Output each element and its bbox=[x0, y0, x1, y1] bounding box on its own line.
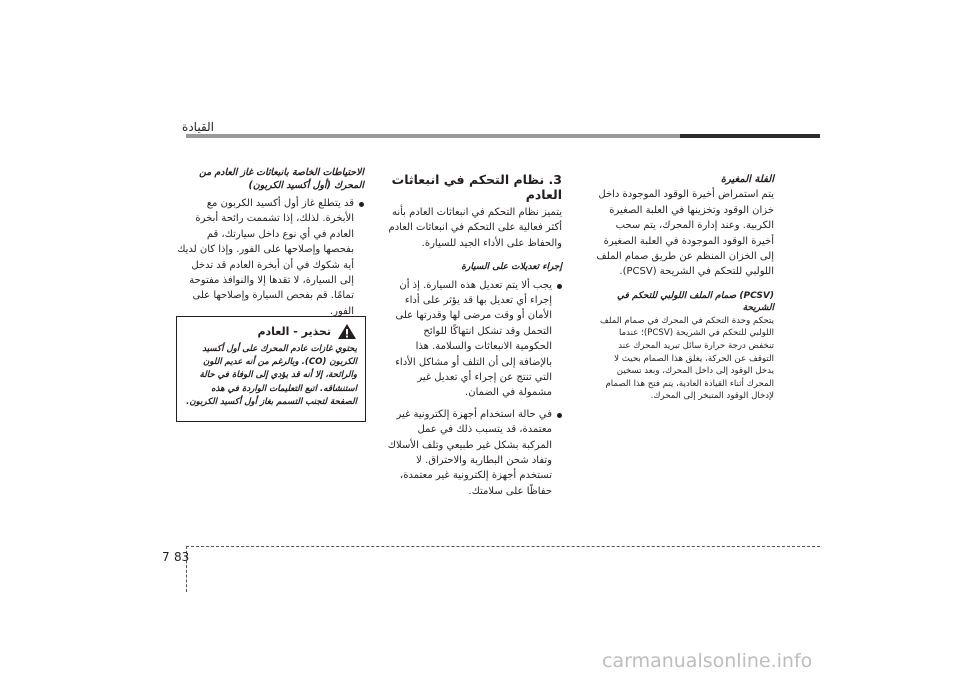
warning-triangle-icon bbox=[337, 323, 357, 340]
bullet-modification-2: في حالة استخدام أجهزة إلكترونية غير معتمدة، قد يتسبب ذلك في عمل المركبة بشكل غير طبيعي وتلف الأسلاك وتفاد شحن البطارية والاحتراق. لا تستخدم أجهزة إلكترونية غير معتمدة، حفاظًا على سلامتك. bbox=[386, 407, 562, 499]
heading-canister: الفلة المغيرة bbox=[720, 174, 774, 185]
bullet-exhaust: قد يتطلع غاز أول أكسيد الكربون مع الأبخرة. لذلك، إذا تشممت رائحة أبخرة العادم في أي نوع داخل سيارتك، قم بفحصها وإصلاحها على الفور. وإذا كان لديك أية شكوك في أن أبخرة العادم قد تدخل إلى السيارة، لا تقدها إلا والنوافذ مفتوحة تمامًا. قم بفحص السيارة وإصلاحها على الفور. bbox=[176, 196, 364, 319]
watermark: carmanualsonline.info bbox=[602, 650, 813, 672]
chapter-number: 7 bbox=[162, 550, 171, 564]
header-bar-accent bbox=[680, 134, 820, 138]
page-number: 83 bbox=[174, 550, 190, 564]
heading-modifications: إجراء تعديلات على السيارة bbox=[461, 262, 562, 273]
warning-box bbox=[176, 316, 366, 422]
warning-body: يحتوي غازات عادم المحرك على أول أكسيد الكربون (CO). وبالرغم من أنه عديم اللون والرائحة، إلا أنه قد يؤدي إلى الوفاة في حالة استنشاقه. اتبع التعليمات الواردة في هذه الصفحة لتجنب التسمم بغاز أول أكسيد الكربون. bbox=[186, 344, 357, 407]
footer-divider bbox=[186, 546, 820, 547]
paragraph-canister: يتم استمراض أخيرة الوقود الموجودة داخل خزان الوقود وتخزينها في العلبة الصغيرة الكربية. وعند إدارة المحرك، يتم سحب أخيرة الوقود الموجودة في العلبة الصغيرة إلى الخزان المنظم عن طريق صمام الملف اللولبي للتحكم في الشريحة (PCSV). bbox=[596, 189, 774, 278]
heading-emission-control: 3. نظام التحكم في انبعاثات العادم bbox=[391, 172, 562, 203]
header-bar bbox=[186, 134, 680, 138]
column-exhaust-precautions bbox=[176, 166, 364, 325]
paragraph-pcsv: يتحكم وحدة التحكم في المحرك في صمام الملف اللولبي للتحكم في الشريحة (PCSV)؛ عندما تنخفض درجة حرارة سائل تبريد المحرك عند التوقف عن الحركة، يغلق هذا الصمام بحيث لا يدخل الوقود إلى داخل المحرك، وبعد تسخين المحرك أثناء القيادة العادية، يتم فتح هذا الصمام لإدخال الوقود المتبخر إلى المحرك. bbox=[599, 315, 774, 402]
section-title: القيادة bbox=[182, 120, 214, 134]
column-charcoal-canister bbox=[596, 172, 774, 403]
column-emission-control bbox=[386, 172, 562, 505]
heading-exhaust-precautions: الاحتياطات الخاصة بانبعاثات غاز العادم من المحرك (أول أكسيد الكربون) bbox=[199, 167, 364, 191]
bullet-modification-1: يجب ألا يتم تعديل هذه السيارة. إذ أن إجراء أي تعديل بها قد يؤثر على أداء الأمان أو وقت مرضى لها وقدرتها على التحمل وقد تشكل انتهاكًا للوائح الحكومية الانبعاثات والسلامة. هذا بالإضافة إلى أن التلف أو مشاكل الأداء التي تنتج عن إجراء أي تعديل غير مشمولة في الضمان. bbox=[386, 278, 562, 401]
heading-pcsv: (PCSV) صمام الملف اللولبي للتحكم في الشريحة bbox=[617, 290, 774, 314]
paragraph-emission-intro: يتميز نظام التحكم في انبعاثات العادم بأنه أكثر فعالية على التحكم في انبعاثات العادم والحفاظ على الأداء الجيد للسيارة. bbox=[388, 206, 562, 249]
warning-title: تحذير - العادم bbox=[257, 325, 331, 338]
